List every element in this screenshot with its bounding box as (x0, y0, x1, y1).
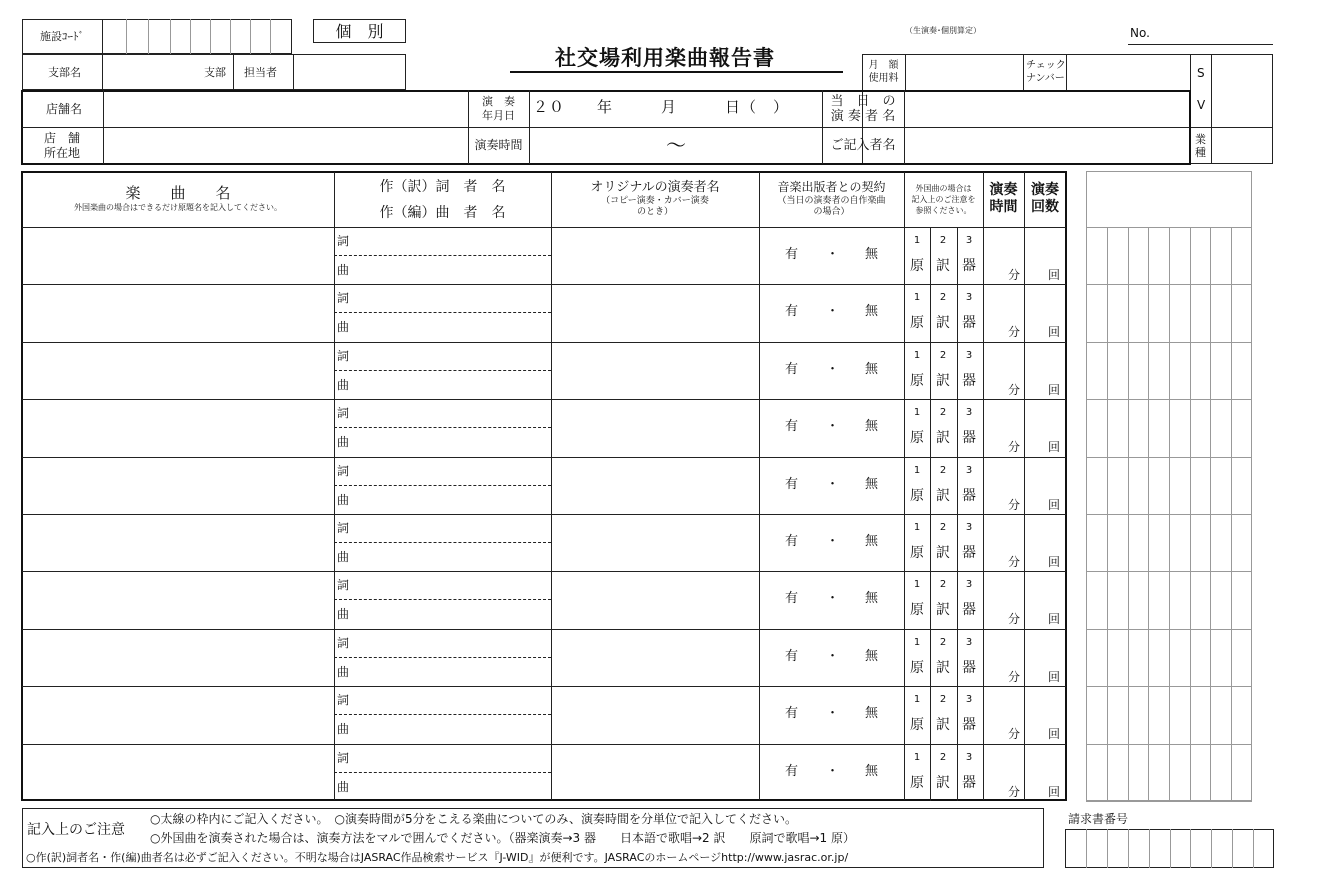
method-option[interactable]: 訳 (936, 659, 950, 676)
time-tilde: ～ (666, 133, 686, 157)
method-option[interactable]: 原 (910, 430, 924, 447)
minutes-unit: 分 (1008, 268, 1021, 282)
composer-field[interactable] (352, 543, 550, 571)
method-option[interactable]: 訳 (936, 717, 950, 734)
method-option[interactable]: 訳 (936, 372, 950, 389)
contract-yes[interactable]: 有 (785, 534, 799, 549)
method-divider (957, 744, 958, 801)
invoice-label: 請求書番号 (1068, 812, 1129, 826)
filler-label: ご記入者名 (830, 138, 896, 153)
contract-dot: ・ (826, 361, 840, 377)
song-title-cell[interactable] (22, 227, 334, 284)
method-option[interactable]: 訳 (936, 774, 950, 791)
song-title-cell[interactable] (22, 571, 334, 628)
office-grid-row (1086, 284, 1252, 285)
col-lyricist: 作（訳）詞 者 名 (379, 179, 506, 195)
method-option[interactable]: 訳 (936, 258, 950, 274)
method-number: 2 (939, 349, 947, 361)
method-divider (930, 342, 931, 399)
number-label: No. (1130, 26, 1150, 40)
minutes-unit: 分 (1008, 727, 1021, 742)
contract-no[interactable]: 無 (865, 591, 879, 607)
composer-field[interactable] (352, 256, 550, 284)
method-number: 3 (965, 579, 973, 591)
branch-label: 支部名 (48, 66, 81, 79)
office-grid-row (1086, 801, 1252, 802)
method-divider (930, 284, 931, 341)
industry-label: 業 種 (1195, 133, 1206, 159)
method-divider (930, 629, 931, 686)
contract-yes[interactable]: 有 (785, 591, 799, 607)
times-unit: 回 (1048, 382, 1061, 397)
composer-field[interactable] (352, 715, 550, 743)
method-option[interactable]: 原 (910, 315, 924, 332)
original-performer-cell[interactable] (552, 629, 758, 686)
composer-label: 曲 (337, 722, 350, 737)
contract-yes[interactable]: 有 (785, 361, 799, 377)
office-grid-row (1086, 399, 1252, 400)
day-performer-label: 当 日 の 演 奏 者 名 (830, 94, 896, 124)
method-number: 1 (913, 522, 921, 533)
method-number: 2 (939, 751, 947, 763)
contract-dot: ・ (826, 534, 840, 549)
song-title-cell[interactable] (22, 284, 334, 341)
method-divider (957, 457, 958, 514)
lyricist-field[interactable] (352, 686, 550, 714)
original-performer-cell[interactable] (552, 399, 758, 456)
times-unit: 回 (1048, 612, 1061, 627)
contract-no[interactable]: 無 (865, 476, 879, 492)
original-performer-cell[interactable] (552, 227, 758, 284)
composer-label: 曲 (337, 263, 350, 277)
invoice-cell-divider (1149, 829, 1150, 868)
contract-no[interactable]: 無 (865, 247, 879, 262)
contract-dot: ・ (826, 304, 840, 320)
branch-suffix: 支部 (204, 66, 226, 79)
invoice-cell-divider (1190, 829, 1191, 868)
lyricist-label: 詞 (337, 234, 350, 248)
method-option[interactable]: 器 (962, 774, 976, 791)
method-option[interactable]: 器 (962, 545, 976, 561)
lyricist-field[interactable] (352, 571, 550, 599)
form-title: 社交場利用楽曲報告書 (555, 46, 775, 70)
contract-dot: ・ (826, 591, 840, 607)
method-option[interactable]: 訳 (936, 487, 950, 504)
original-performer-cell[interactable] (552, 342, 758, 399)
office-grid-row (1086, 457, 1252, 458)
method-option[interactable]: 器 (962, 315, 976, 332)
contract-dot: ・ (826, 247, 840, 262)
method-option[interactable]: 器 (962, 602, 976, 619)
composer-label: 曲 (337, 492, 350, 507)
perf-time-label: 演奏時間 (474, 138, 523, 152)
method-option[interactable]: 器 (962, 487, 976, 504)
method-number: 3 (965, 235, 973, 246)
method-divider (930, 744, 931, 801)
composer-field[interactable] (352, 486, 550, 514)
composer-label: 曲 (337, 779, 350, 794)
method-number: 3 (965, 751, 973, 763)
invoice-cell-divider (1107, 829, 1108, 868)
method-number: 2 (939, 579, 947, 591)
office-grid-row (1086, 571, 1252, 572)
contract-dot: ・ (826, 476, 840, 492)
perf-date-label: 演 奏 年月日 (482, 95, 515, 122)
song-title-cell[interactable] (22, 399, 334, 456)
contract-no[interactable]: 無 (865, 361, 879, 377)
method-divider (930, 571, 931, 628)
method-divider (957, 284, 958, 341)
contract-yes[interactable]: 有 (785, 763, 799, 779)
office-grid-row (1086, 629, 1252, 630)
contract-yes[interactable]: 有 (785, 419, 799, 435)
times-unit: 回 (1048, 784, 1061, 799)
times-unit: 回 (1048, 555, 1061, 569)
col-song-note: 外国楽曲の場合はできるだけ原題名を記入してください。 (74, 203, 282, 212)
method-divider (957, 686, 958, 743)
contract-no[interactable]: 無 (865, 304, 879, 320)
composer-label: 曲 (337, 550, 350, 564)
lyricist-label: 詞 (337, 521, 350, 535)
lyricist-field[interactable] (352, 744, 550, 772)
song-title-cell[interactable] (22, 629, 334, 686)
composer-field[interactable] (352, 658, 550, 686)
method-number: 2 (939, 522, 947, 533)
contract-dot: ・ (826, 648, 840, 664)
col-duration: 演奏 時間 (989, 182, 1018, 215)
contract-no[interactable]: 無 (865, 648, 879, 664)
col-composer: 作（編）曲 者 名 (379, 205, 506, 221)
song-title-cell[interactable] (22, 342, 334, 399)
sv-v: V (1197, 98, 1206, 112)
method-divider (957, 514, 958, 571)
method-number: 3 (965, 292, 973, 304)
composer-field[interactable] (352, 371, 550, 399)
composer-label: 曲 (337, 320, 350, 335)
original-performer-cell[interactable] (552, 457, 758, 514)
method-number: 2 (939, 235, 947, 246)
method-divider (957, 227, 958, 284)
method-option[interactable]: 原 (910, 602, 924, 619)
minutes-unit: 分 (1008, 669, 1021, 684)
invoice-cell-divider (1170, 829, 1171, 868)
lyricist-field[interactable] (352, 227, 550, 255)
method-number: 3 (965, 407, 973, 419)
method-divider (930, 399, 931, 456)
lyricist-field[interactable] (352, 457, 550, 485)
song-title-cell[interactable] (22, 744, 334, 801)
method-option[interactable]: 原 (910, 659, 924, 676)
method-number: 1 (913, 694, 921, 706)
invoice-cell-divider (1128, 829, 1129, 868)
original-performer-cell[interactable] (552, 571, 758, 628)
staff-label: 担当者 (244, 66, 277, 79)
note-3: ○作(訳)詞者名・作(編)曲者名は必ずご記入ください。不明な場合はJASRAC作品検索サービス『J-WID』が便利です。JASRACのホームページhttp://www.jasrac.or.jp/ (26, 851, 849, 864)
method-number: 3 (965, 522, 973, 533)
lyricist-label: 詞 (337, 635, 350, 650)
store-name-label: 店舗名 (46, 102, 83, 116)
method-number: 1 (913, 407, 921, 419)
office-grid-row (1086, 227, 1252, 228)
contract-dot: ・ (826, 763, 840, 779)
lyricist-label: 詞 (337, 406, 350, 421)
method-option[interactable]: 器 (962, 258, 976, 274)
times-unit: 回 (1048, 497, 1061, 512)
check-number-label: チェック ナンバー (1026, 60, 1066, 84)
composer-field[interactable] (352, 600, 550, 628)
composer-label: 曲 (337, 377, 350, 392)
contract-dot: ・ (826, 706, 840, 722)
method-number: 3 (965, 464, 973, 476)
lyricist-field[interactable] (352, 629, 550, 657)
times-unit: 回 (1048, 440, 1061, 455)
lyricist-field[interactable] (352, 514, 550, 542)
song-title-cell[interactable] (22, 514, 334, 571)
lyricist-field[interactable] (352, 399, 550, 427)
method-number: 2 (939, 464, 947, 476)
method-number: 2 (939, 694, 947, 706)
minutes-unit: 分 (1008, 497, 1021, 512)
composer-label: 曲 (337, 664, 350, 679)
col-publisher: 音楽出版者との契約 (777, 180, 886, 194)
method-number: 1 (913, 636, 921, 648)
minutes-unit: 分 (1008, 325, 1021, 340)
composer-label: 曲 (337, 435, 350, 450)
store-address-label: 店 舗 所在地 (43, 131, 80, 160)
method-number: 1 (913, 292, 921, 304)
method-option[interactable]: 訳 (936, 315, 950, 332)
original-performer-cell[interactable] (552, 284, 758, 341)
lyricist-label: 詞 (337, 750, 350, 765)
method-option[interactable]: 原 (910, 372, 924, 389)
method-divider (930, 514, 931, 571)
composer-field[interactable] (352, 773, 550, 801)
calc-note: （生演奏･個別算定） (905, 26, 981, 35)
contract-yes[interactable]: 有 (785, 706, 799, 722)
contract-yes[interactable]: 有 (785, 247, 799, 262)
method-option[interactable]: 原 (910, 487, 924, 504)
method-divider (930, 457, 931, 514)
contract-dot: ・ (826, 419, 840, 435)
minutes-unit: 分 (1008, 784, 1021, 799)
minutes-unit: 分 (1008, 440, 1021, 455)
lyricist-label: 詞 (337, 693, 350, 708)
notes-title: 記入上のご注意 (27, 822, 125, 838)
method-option[interactable]: 訳 (936, 430, 950, 447)
method-option[interactable]: 訳 (936, 602, 950, 619)
col-original-performer-note: （コピー演奏・カバー演奏 のとき） (601, 196, 709, 217)
song-title-cell[interactable] (22, 457, 334, 514)
lyricist-label: 詞 (337, 578, 350, 593)
method-option[interactable]: 器 (962, 659, 976, 676)
method-number: 2 (939, 407, 947, 419)
original-performer-cell[interactable] (552, 744, 758, 801)
method-divider (930, 227, 931, 284)
note-1: ○太線の枠内にご記入ください。 ○演奏時間が5分をこえる楽曲についてのみ、演奏時間を分単位で記入してください。 (150, 812, 798, 826)
office-grid-row (1086, 342, 1252, 343)
contract-yes[interactable]: 有 (785, 476, 799, 492)
method-option[interactable]: 原 (910, 774, 924, 791)
office-grid-row (1086, 686, 1252, 687)
minutes-unit: 分 (1008, 382, 1021, 397)
col-song-title: 楽 曲 名 (125, 184, 231, 202)
times-unit: 回 (1048, 727, 1061, 742)
method-option[interactable]: 器 (962, 717, 976, 734)
method-divider (957, 342, 958, 399)
contract-no[interactable]: 無 (865, 763, 879, 779)
method-number: 1 (913, 579, 921, 591)
composer-label: 曲 (337, 607, 350, 622)
col-original-performer: オリジナルの演奏者名 (590, 180, 720, 195)
method-divider (930, 686, 931, 743)
contract-no[interactable]: 無 (865, 419, 879, 435)
method-number: 1 (913, 464, 921, 476)
method-divider (957, 571, 958, 628)
minutes-unit: 分 (1008, 612, 1021, 627)
method-option[interactable]: 器 (962, 430, 976, 447)
original-performer-cell[interactable] (552, 686, 758, 743)
contract-yes[interactable]: 有 (785, 648, 799, 664)
col-publisher-note: （当日の演奏者の自作楽曲 の場合） (777, 196, 886, 217)
contract-no[interactable]: 無 (865, 706, 879, 722)
method-number: 3 (965, 694, 973, 706)
col-foreign-note: 外国曲の場合は 記入上のご注意を 参照ください。 (911, 184, 976, 215)
col-count: 演奏 回数 (1031, 182, 1059, 215)
note-2: ○外国曲を演奏された場合は、演奏方法をマルで囲んでください。（器楽演奏→3 器 日本語で歌唱→2 訳 原詞で歌唱→1 原） (150, 831, 855, 845)
method-number: 3 (965, 636, 973, 648)
lyricist-field[interactable] (352, 284, 550, 312)
office-grid-row (1086, 744, 1252, 745)
method-number: 1 (913, 349, 921, 361)
original-performer-cell[interactable] (552, 514, 758, 571)
individual-box (313, 19, 406, 43)
times-unit: 回 (1048, 268, 1061, 282)
method-number: 1 (913, 235, 921, 246)
contract-no[interactable]: 無 (865, 534, 879, 549)
method-option[interactable]: 原 (910, 717, 924, 734)
song-title-cell[interactable] (22, 686, 334, 743)
method-number: 2 (939, 292, 947, 304)
sv-s: S (1197, 66, 1205, 80)
method-option[interactable]: 訳 (936, 545, 950, 561)
method-option[interactable]: 原 (910, 545, 924, 561)
times-unit: 回 (1048, 325, 1061, 340)
invoice-cell-divider (1232, 829, 1233, 868)
method-number: 3 (965, 349, 973, 361)
contract-yes[interactable]: 有 (785, 304, 799, 320)
composer-field[interactable] (352, 313, 550, 341)
office-grid-row (1086, 514, 1252, 515)
method-divider (957, 399, 958, 456)
minutes-unit: 分 (1008, 555, 1021, 569)
lyricist-label: 詞 (337, 463, 350, 478)
lyricist-label: 詞 (337, 348, 350, 363)
monthly-fee-label: 月 額 使用料 (868, 60, 899, 84)
method-divider (957, 629, 958, 686)
individual-label: 個 別 (335, 22, 384, 41)
lyricist-field[interactable] (352, 342, 550, 370)
method-number: 2 (939, 636, 947, 648)
invoice-cell-divider (1086, 829, 1087, 868)
invoice-cell-divider (1211, 829, 1212, 868)
times-unit: 回 (1048, 669, 1061, 684)
method-option[interactable]: 器 (962, 372, 976, 389)
method-option[interactable]: 原 (910, 258, 924, 274)
date-field[interactable]: ２０ 年 月 日（ ） (533, 98, 790, 116)
invoice-cell-divider (1253, 829, 1254, 868)
method-number: 1 (913, 751, 921, 763)
facility-code-label: 施設ｺｰﾄﾞ (40, 30, 84, 43)
composer-field[interactable] (352, 428, 550, 456)
lyricist-label: 詞 (337, 291, 350, 306)
